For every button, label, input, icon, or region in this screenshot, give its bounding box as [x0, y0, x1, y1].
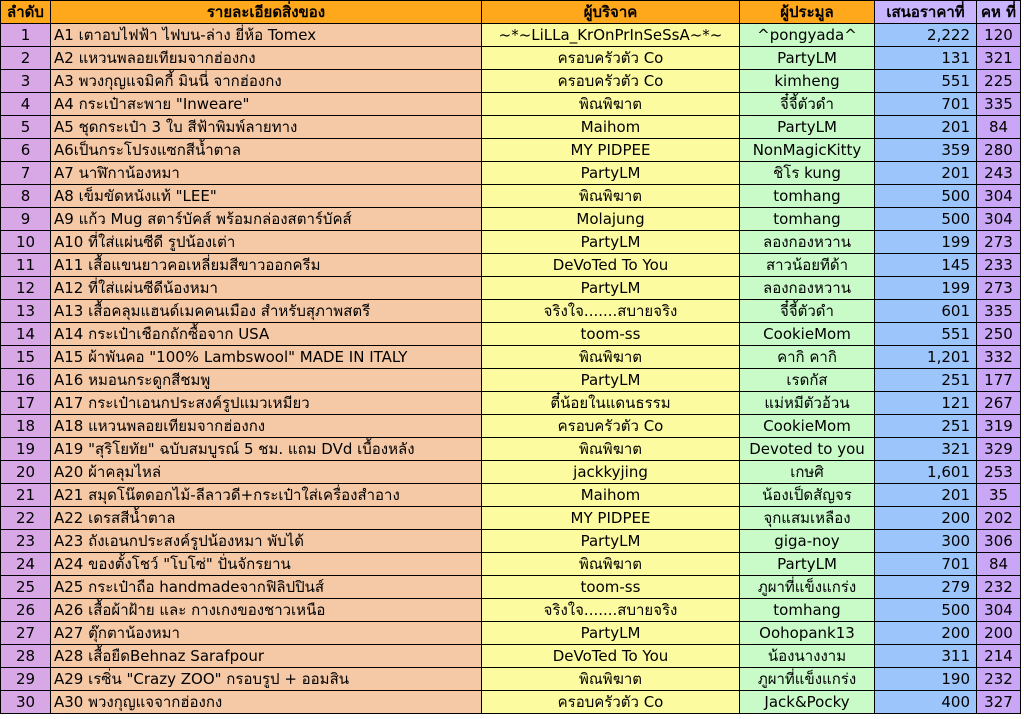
- table-row: [1, 93, 1021, 116]
- cell-no: 10: [1, 231, 51, 254]
- cell-rank: 84: [977, 553, 1021, 576]
- cell-item: A10 ที่ใส่แผ่นซีดี รูปน้องเต่า: [51, 231, 482, 254]
- cell-bidder: ^pongyada^: [740, 24, 875, 47]
- table-row: [1, 645, 1021, 668]
- cell-bidder: ภูผาที่แข็งแกร่ง: [740, 576, 875, 599]
- cell-bidder: คากิ คากิ: [740, 346, 875, 369]
- header-bidder: ผู้ประมูล: [740, 1, 875, 24]
- cell-rank: 329: [977, 438, 1021, 461]
- cell-rank: 232: [977, 576, 1021, 599]
- cell-no: 19: [1, 438, 51, 461]
- cell-rank: 327: [977, 691, 1021, 714]
- cell-price: 300: [875, 530, 977, 553]
- cell-bidder: PartyLM: [740, 116, 875, 139]
- table-row: [1, 323, 1021, 346]
- cell-no: 7: [1, 162, 51, 185]
- cell-item: A14 กระเป๋าเชือกถักซื้อจาก USA: [51, 323, 482, 346]
- cell-bidder: Devoted to you: [740, 438, 875, 461]
- cell-bidder: kimheng: [740, 70, 875, 93]
- table-row: [1, 461, 1021, 484]
- table-row: [1, 484, 1021, 507]
- cell-rank: 267: [977, 392, 1021, 415]
- cell-rank: 319: [977, 415, 1021, 438]
- cell-donor: MY PIDPEE: [482, 139, 740, 162]
- cell-bidder: CookieMom: [740, 415, 875, 438]
- cell-no: 2: [1, 47, 51, 70]
- cell-item: A6เป็นกระโปรงแซกสีน้ำตาล: [51, 139, 482, 162]
- cell-item: A7 นาฬิกาน้องหมา: [51, 162, 482, 185]
- cell-no: 17: [1, 392, 51, 415]
- header-row: [1, 1, 1021, 24]
- cell-item: A28 เสื้อยืดBehnaz Sarafpour: [51, 645, 482, 668]
- cell-no: 16: [1, 369, 51, 392]
- cell-no: 13: [1, 300, 51, 323]
- cell-donor: Molajung: [482, 208, 740, 231]
- cell-item: A9 แก้ว Mug สตาร์บัคส์ พร้อมกล่องสตาร์บัคส์: [51, 208, 482, 231]
- cell-price: 201: [875, 162, 977, 185]
- cell-no: 29: [1, 668, 51, 691]
- cell-item: A29 เรซิ่น "Crazy ZOO" กรอบรูป + ออมสิน: [51, 668, 482, 691]
- cell-price: 199: [875, 277, 977, 300]
- header-price: เสนอราคาที่: [875, 1, 977, 24]
- cell-bidder: Jack&Pocky: [740, 691, 875, 714]
- table-row: [1, 185, 1021, 208]
- cell-rank: 120: [977, 24, 1021, 47]
- cell-rank: 304: [977, 599, 1021, 622]
- cell-price: 279: [875, 576, 977, 599]
- table-row: [1, 507, 1021, 530]
- table-row: [1, 415, 1021, 438]
- cell-item: A13 เสื้อคลุมแฮนด์เมคคนเมือง สำหรับสุภาพสตรี: [51, 300, 482, 323]
- cell-donor: จริงใจ.......สบายจริง: [482, 599, 740, 622]
- cell-rank: 250: [977, 323, 1021, 346]
- cell-no: 14: [1, 323, 51, 346]
- cell-no: 4: [1, 93, 51, 116]
- cell-bidder: ลองกองหวาน: [740, 231, 875, 254]
- cell-item: A4 กระเป๋าสะพาย "Inweare": [51, 93, 482, 116]
- cell-donor: MY PIDPEE: [482, 507, 740, 530]
- cell-no: 28: [1, 645, 51, 668]
- cell-price: 500: [875, 599, 977, 622]
- cell-price: 601: [875, 300, 977, 323]
- cell-item: A19 "สุริโยทัย" ฉบับสมบูรณ์ 5 ชม. แถม DVd เบื้องหลัง: [51, 438, 482, 461]
- cell-no: 23: [1, 530, 51, 553]
- cell-item: A3 พวงกุญแจมิคกี้ มินนี่ จากฮ่องกง: [51, 70, 482, 93]
- cell-rank: 335: [977, 300, 1021, 323]
- cell-price: 500: [875, 208, 977, 231]
- table-row: [1, 162, 1021, 185]
- cell-no: 21: [1, 484, 51, 507]
- cell-donor: ~*~LiLLa_KrOnPrInSeSsA~*~: [482, 24, 740, 47]
- cell-item: A26 เสื้อผ้าฝ้าย และ กางเกงของชาวเหนือ: [51, 599, 482, 622]
- cell-rank: 233: [977, 254, 1021, 277]
- cell-bidder: tomhang: [740, 185, 875, 208]
- cell-price: 121: [875, 392, 977, 415]
- cell-no: 30: [1, 691, 51, 714]
- cell-price: 311: [875, 645, 977, 668]
- cell-price: 200: [875, 507, 977, 530]
- table-row: [1, 116, 1021, 139]
- table-row: [1, 254, 1021, 277]
- cell-price: 145: [875, 254, 977, 277]
- cell-bidder: น้องนางงาม: [740, 645, 875, 668]
- cell-no: 12: [1, 277, 51, 300]
- cell-price: 2,222: [875, 24, 977, 47]
- cell-rank: 243: [977, 162, 1021, 185]
- cell-rank: 335: [977, 93, 1021, 116]
- cell-bidder: Oohopank13: [740, 622, 875, 645]
- cell-price: 201: [875, 116, 977, 139]
- cell-rank: 332: [977, 346, 1021, 369]
- table-row: [1, 346, 1021, 369]
- cell-donor: jackkyjing: [482, 461, 740, 484]
- cell-price: 359: [875, 139, 977, 162]
- cell-donor: Maihom: [482, 484, 740, 507]
- table-row: [1, 599, 1021, 622]
- cell-item: A2 แหวนพลอยเทียมจากฮ่องกง: [51, 47, 482, 70]
- table-row: [1, 392, 1021, 415]
- cell-rank: 35: [977, 484, 1021, 507]
- table-row: [1, 668, 1021, 691]
- cell-bidder: tomhang: [740, 208, 875, 231]
- cell-no: 6: [1, 139, 51, 162]
- cell-rank: 84: [977, 116, 1021, 139]
- cell-donor: พิณพิฆาต: [482, 346, 740, 369]
- cell-bidder: แม่หมีตัวอ้วน: [740, 392, 875, 415]
- cell-rank: 200: [977, 622, 1021, 645]
- header-rank: คห ที่: [977, 1, 1021, 24]
- cell-no: 24: [1, 553, 51, 576]
- cell-bidder: giga-noy: [740, 530, 875, 553]
- table-row: [1, 691, 1021, 714]
- cell-item: A1 เตาอบไฟฟ้า ไฟบน-ล่าง ยี่ห้อ Tomex: [51, 24, 482, 47]
- cell-donor: พิณพิฆาต: [482, 553, 740, 576]
- cell-item: A30 พวงกุญแจจากฮ่องกง: [51, 691, 482, 714]
- cell-donor: Maihom: [482, 116, 740, 139]
- cell-item: A11 เสื้อแขนยาวคอเหลี่ยมสีขาวออกครีม: [51, 254, 482, 277]
- table-row: [1, 300, 1021, 323]
- cell-price: 251: [875, 415, 977, 438]
- cell-no: 25: [1, 576, 51, 599]
- table-row: [1, 139, 1021, 162]
- table-row: [1, 24, 1021, 47]
- cell-item: A17 กระเป๋าเอนกประสงค์รูปแมวเหมียว: [51, 392, 482, 415]
- cell-donor: toom-ss: [482, 576, 740, 599]
- cell-donor: DeVoTed To You: [482, 254, 740, 277]
- cell-price: 400: [875, 691, 977, 714]
- cell-price: 500: [875, 185, 977, 208]
- cell-no: 18: [1, 415, 51, 438]
- cell-bidder: tomhang: [740, 599, 875, 622]
- header-item: รายละเอียดสิ่งของ: [51, 1, 482, 24]
- cell-bidder: เกษศิ: [740, 461, 875, 484]
- cell-item: A24 ของตั้งโชว์ "โบโซ่" ปั่นจักรยาน: [51, 553, 482, 576]
- cell-donor: ครอบครัวตัว Co: [482, 415, 740, 438]
- cell-donor: พิณพิฆาต: [482, 668, 740, 691]
- cell-rank: 306: [977, 530, 1021, 553]
- cell-donor: PartyLM: [482, 162, 740, 185]
- cell-no: 9: [1, 208, 51, 231]
- cell-donor: พิณพิฆาต: [482, 438, 740, 461]
- cell-bidder: จี๋จี้ตัวดำ: [740, 300, 875, 323]
- cell-price: 1,601: [875, 461, 977, 484]
- cell-item: A5 ชุดกระเป๋า 3 ใบ สีฟ้าพิมพ์ลายทาง: [51, 116, 482, 139]
- cell-rank: 304: [977, 185, 1021, 208]
- cell-price: 551: [875, 70, 977, 93]
- cell-no: 20: [1, 461, 51, 484]
- cell-bidder: เรดกัส: [740, 369, 875, 392]
- cell-bidder: สาวน้อยทีด้า: [740, 254, 875, 277]
- table-row: [1, 70, 1021, 93]
- table-row: [1, 530, 1021, 553]
- cell-no: 11: [1, 254, 51, 277]
- cell-price: 131: [875, 47, 977, 70]
- cell-item: A12 ที่ใส่แผ่นซีดีน้องหมา: [51, 277, 482, 300]
- cell-rank: 177: [977, 369, 1021, 392]
- cell-item: A22 เดรสสีน้ำตาล: [51, 507, 482, 530]
- cell-item: A20 ผ้าคลุมไหล่: [51, 461, 482, 484]
- cell-price: 701: [875, 553, 977, 576]
- cell-donor: จริงใจ.......สบายจริง: [482, 300, 740, 323]
- cell-item: A8 เข็มขัดหนังแท้ "LEE": [51, 185, 482, 208]
- cell-donor: พิณพิฆาต: [482, 93, 740, 116]
- cell-no: 26: [1, 599, 51, 622]
- table-row: [1, 277, 1021, 300]
- cell-bidder: PartyLM: [740, 47, 875, 70]
- cell-bidder: จี๋จี้ตัวดำ: [740, 93, 875, 116]
- cell-donor: ตี๋น้อยในแดนธรรม: [482, 392, 740, 415]
- cell-price: 701: [875, 93, 977, 116]
- cell-no: 3: [1, 70, 51, 93]
- header-donor: ผู้บริจาค: [482, 1, 740, 24]
- cell-donor: DeVoTed To You: [482, 645, 740, 668]
- cell-rank: 225: [977, 70, 1021, 93]
- cell-bidder: ลองกองหวาน: [740, 277, 875, 300]
- cell-rank: 273: [977, 231, 1021, 254]
- cell-price: 551: [875, 323, 977, 346]
- table-row: [1, 622, 1021, 645]
- cell-item: A25 กระเป๋าถือ handmadeจากฟิลิปปินส์: [51, 576, 482, 599]
- cell-item: A15 ผ้าพันคอ "100% Lambswool" MADE IN ITALY: [51, 346, 482, 369]
- cell-bidder: CookieMom: [740, 323, 875, 346]
- cell-rank: 321: [977, 47, 1021, 70]
- cell-rank: 280: [977, 139, 1021, 162]
- table-row: [1, 553, 1021, 576]
- cell-donor: PartyLM: [482, 277, 740, 300]
- cell-no: 1: [1, 24, 51, 47]
- cell-donor: PartyLM: [482, 622, 740, 645]
- table-row: [1, 231, 1021, 254]
- cell-price: 200: [875, 622, 977, 645]
- table-row: [1, 576, 1021, 599]
- header-no: ลำดับ: [1, 1, 51, 24]
- cell-donor: PartyLM: [482, 369, 740, 392]
- table-row: [1, 208, 1021, 231]
- cell-donor: พิณพิฆาต: [482, 185, 740, 208]
- cell-item: A16 หมอนกระดูกสีชมพู: [51, 369, 482, 392]
- cell-bidder: NonMagicKitty: [740, 139, 875, 162]
- cell-item: A27 ตุ๊กตาน้องหมา: [51, 622, 482, 645]
- cell-donor: toom-ss: [482, 323, 740, 346]
- cell-donor: ครอบครัวตัว Co: [482, 47, 740, 70]
- cell-bidder: น้องเป็ดสัญจร: [740, 484, 875, 507]
- cell-price: 251: [875, 369, 977, 392]
- cell-rank: 214: [977, 645, 1021, 668]
- cell-rank: 253: [977, 461, 1021, 484]
- cell-no: 5: [1, 116, 51, 139]
- cell-rank: 273: [977, 277, 1021, 300]
- cell-donor: PartyLM: [482, 530, 740, 553]
- cell-rank: 304: [977, 208, 1021, 231]
- cell-price: 199: [875, 231, 977, 254]
- cell-price: 201: [875, 484, 977, 507]
- cell-price: 1,201: [875, 346, 977, 369]
- table-row: [1, 47, 1021, 70]
- cell-bidder: ชิโร kung: [740, 162, 875, 185]
- cell-price: 190: [875, 668, 977, 691]
- table-row: [1, 438, 1021, 461]
- cell-item: A21 สมุดโน๊ตดอกไม้-ลีลาวดี+กระเป๋าใส่เครื่องสำอาง: [51, 484, 482, 507]
- cell-bidder: จุกแสมเหลือง: [740, 507, 875, 530]
- cell-bidder: PartyLM: [740, 553, 875, 576]
- cell-rank: 232: [977, 668, 1021, 691]
- cell-no: 27: [1, 622, 51, 645]
- cell-price: 321: [875, 438, 977, 461]
- cell-rank: 202: [977, 507, 1021, 530]
- cell-no: 15: [1, 346, 51, 369]
- table-row: [1, 369, 1021, 392]
- cell-item: A18 แหวนพลอยเทียมจากฮ่องกง: [51, 415, 482, 438]
- cell-no: 8: [1, 185, 51, 208]
- cell-donor: PartyLM: [482, 231, 740, 254]
- cell-donor: ครอบครัวตัว Co: [482, 70, 740, 93]
- cell-item: A23 ถังเอนกประสงค์รูปน้องหมา พับได้: [51, 530, 482, 553]
- cell-no: 22: [1, 507, 51, 530]
- cell-donor: ครอบครัวตัว Co: [482, 691, 740, 714]
- cell-bidder: ภูผาที่แข็งแกร่ง: [740, 668, 875, 691]
